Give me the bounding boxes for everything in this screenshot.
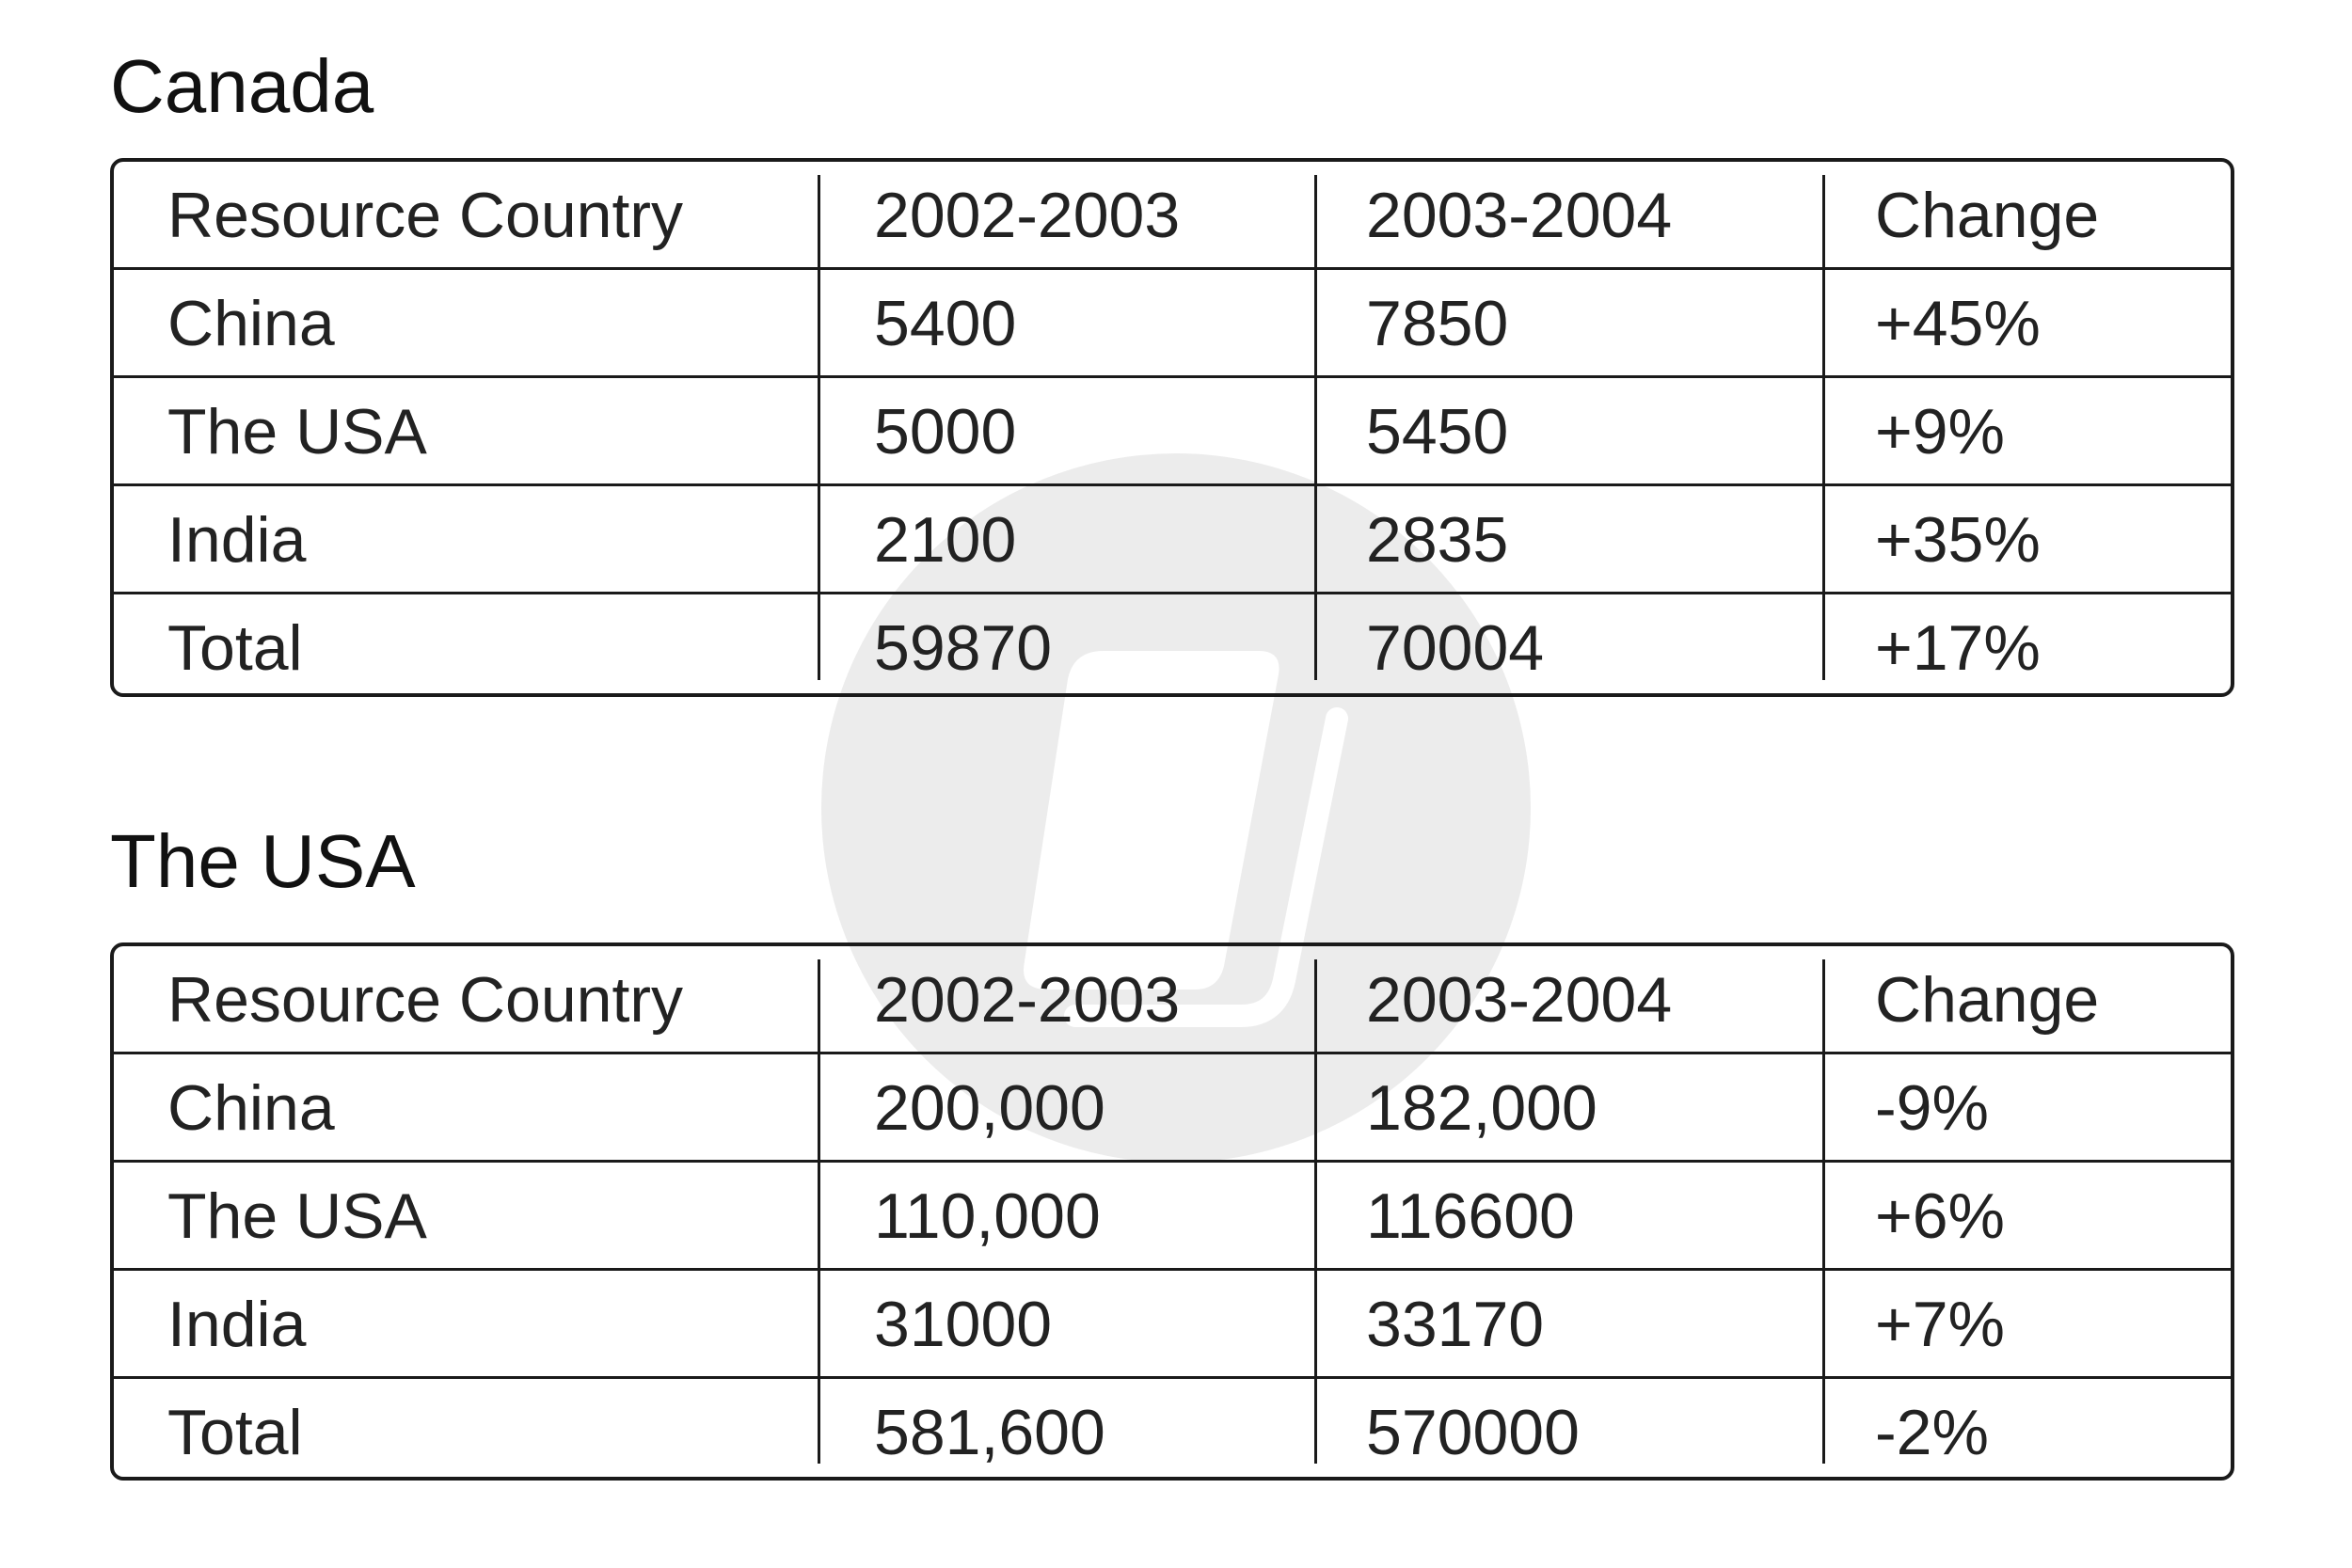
table-cell: 5450 bbox=[1366, 396, 1509, 467]
header-cell: Change bbox=[1875, 180, 2100, 251]
table-cell: -9% bbox=[1875, 1072, 1989, 1144]
table-header-row bbox=[114, 946, 2231, 1054]
table-cell: 5400 bbox=[874, 288, 1017, 359]
table-cell: 7850 bbox=[1366, 288, 1509, 359]
table-cell: Total bbox=[167, 1397, 303, 1468]
table-cell: Total bbox=[167, 612, 303, 684]
table-cell: +45% bbox=[1875, 288, 2041, 359]
table-cell: +17% bbox=[1875, 612, 2041, 684]
header-cell: 2003-2004 bbox=[1366, 964, 1673, 1036]
table-cell: +35% bbox=[1875, 504, 2041, 576]
header-cell: Resource Country bbox=[167, 964, 684, 1036]
table-row bbox=[114, 1163, 2231, 1271]
table-row bbox=[114, 1054, 2231, 1163]
table-cell: 59870 bbox=[874, 612, 1053, 684]
table-cell: The USA bbox=[167, 396, 427, 467]
table-row bbox=[114, 486, 2231, 594]
header-cell: 2002-2003 bbox=[874, 180, 1181, 251]
header-cell: Resource Country bbox=[167, 180, 684, 251]
table-row bbox=[114, 270, 2231, 378]
table-cell: 33170 bbox=[1366, 1289, 1545, 1360]
table-header-row bbox=[114, 162, 2231, 270]
section-title-canada: Canada bbox=[110, 44, 374, 128]
table-cell: +9% bbox=[1875, 396, 2005, 467]
section-title-the-usa: The USA bbox=[110, 819, 416, 903]
table-cell: 116600 bbox=[1366, 1180, 1575, 1252]
header-cell: 2002-2003 bbox=[874, 964, 1181, 1036]
table-cell: 70004 bbox=[1366, 612, 1545, 684]
table-row bbox=[114, 1271, 2231, 1379]
table-row-total bbox=[114, 1379, 2231, 1481]
table-cell: +6% bbox=[1875, 1180, 2005, 1252]
table-the-usa bbox=[110, 942, 2234, 1481]
header-cell: 2003-2004 bbox=[1366, 180, 1673, 251]
table-cell: China bbox=[167, 1072, 335, 1144]
table-cell: The USA bbox=[167, 1180, 427, 1252]
table-cell: 31000 bbox=[874, 1289, 1053, 1360]
table-cell: 2100 bbox=[874, 504, 1017, 576]
table-cell: -2% bbox=[1875, 1397, 1989, 1468]
table-cell: 110,000 bbox=[874, 1180, 1101, 1252]
table-cell: 182,000 bbox=[1366, 1072, 1597, 1144]
header-cell: Change bbox=[1875, 964, 2100, 1036]
table-row-total bbox=[114, 594, 2231, 697]
table-cell: 5000 bbox=[874, 396, 1017, 467]
table-cell: 2835 bbox=[1366, 504, 1509, 576]
table-cell: 200,000 bbox=[874, 1072, 1105, 1144]
table-cell: 581,600 bbox=[874, 1397, 1105, 1468]
table-row bbox=[114, 378, 2231, 486]
table-canada bbox=[110, 158, 2234, 697]
table-cell: India bbox=[167, 504, 307, 576]
table-cell: +7% bbox=[1875, 1289, 2005, 1360]
table-cell: 570000 bbox=[1366, 1397, 1580, 1468]
table-cell: China bbox=[167, 288, 335, 359]
table-cell: India bbox=[167, 1289, 307, 1360]
